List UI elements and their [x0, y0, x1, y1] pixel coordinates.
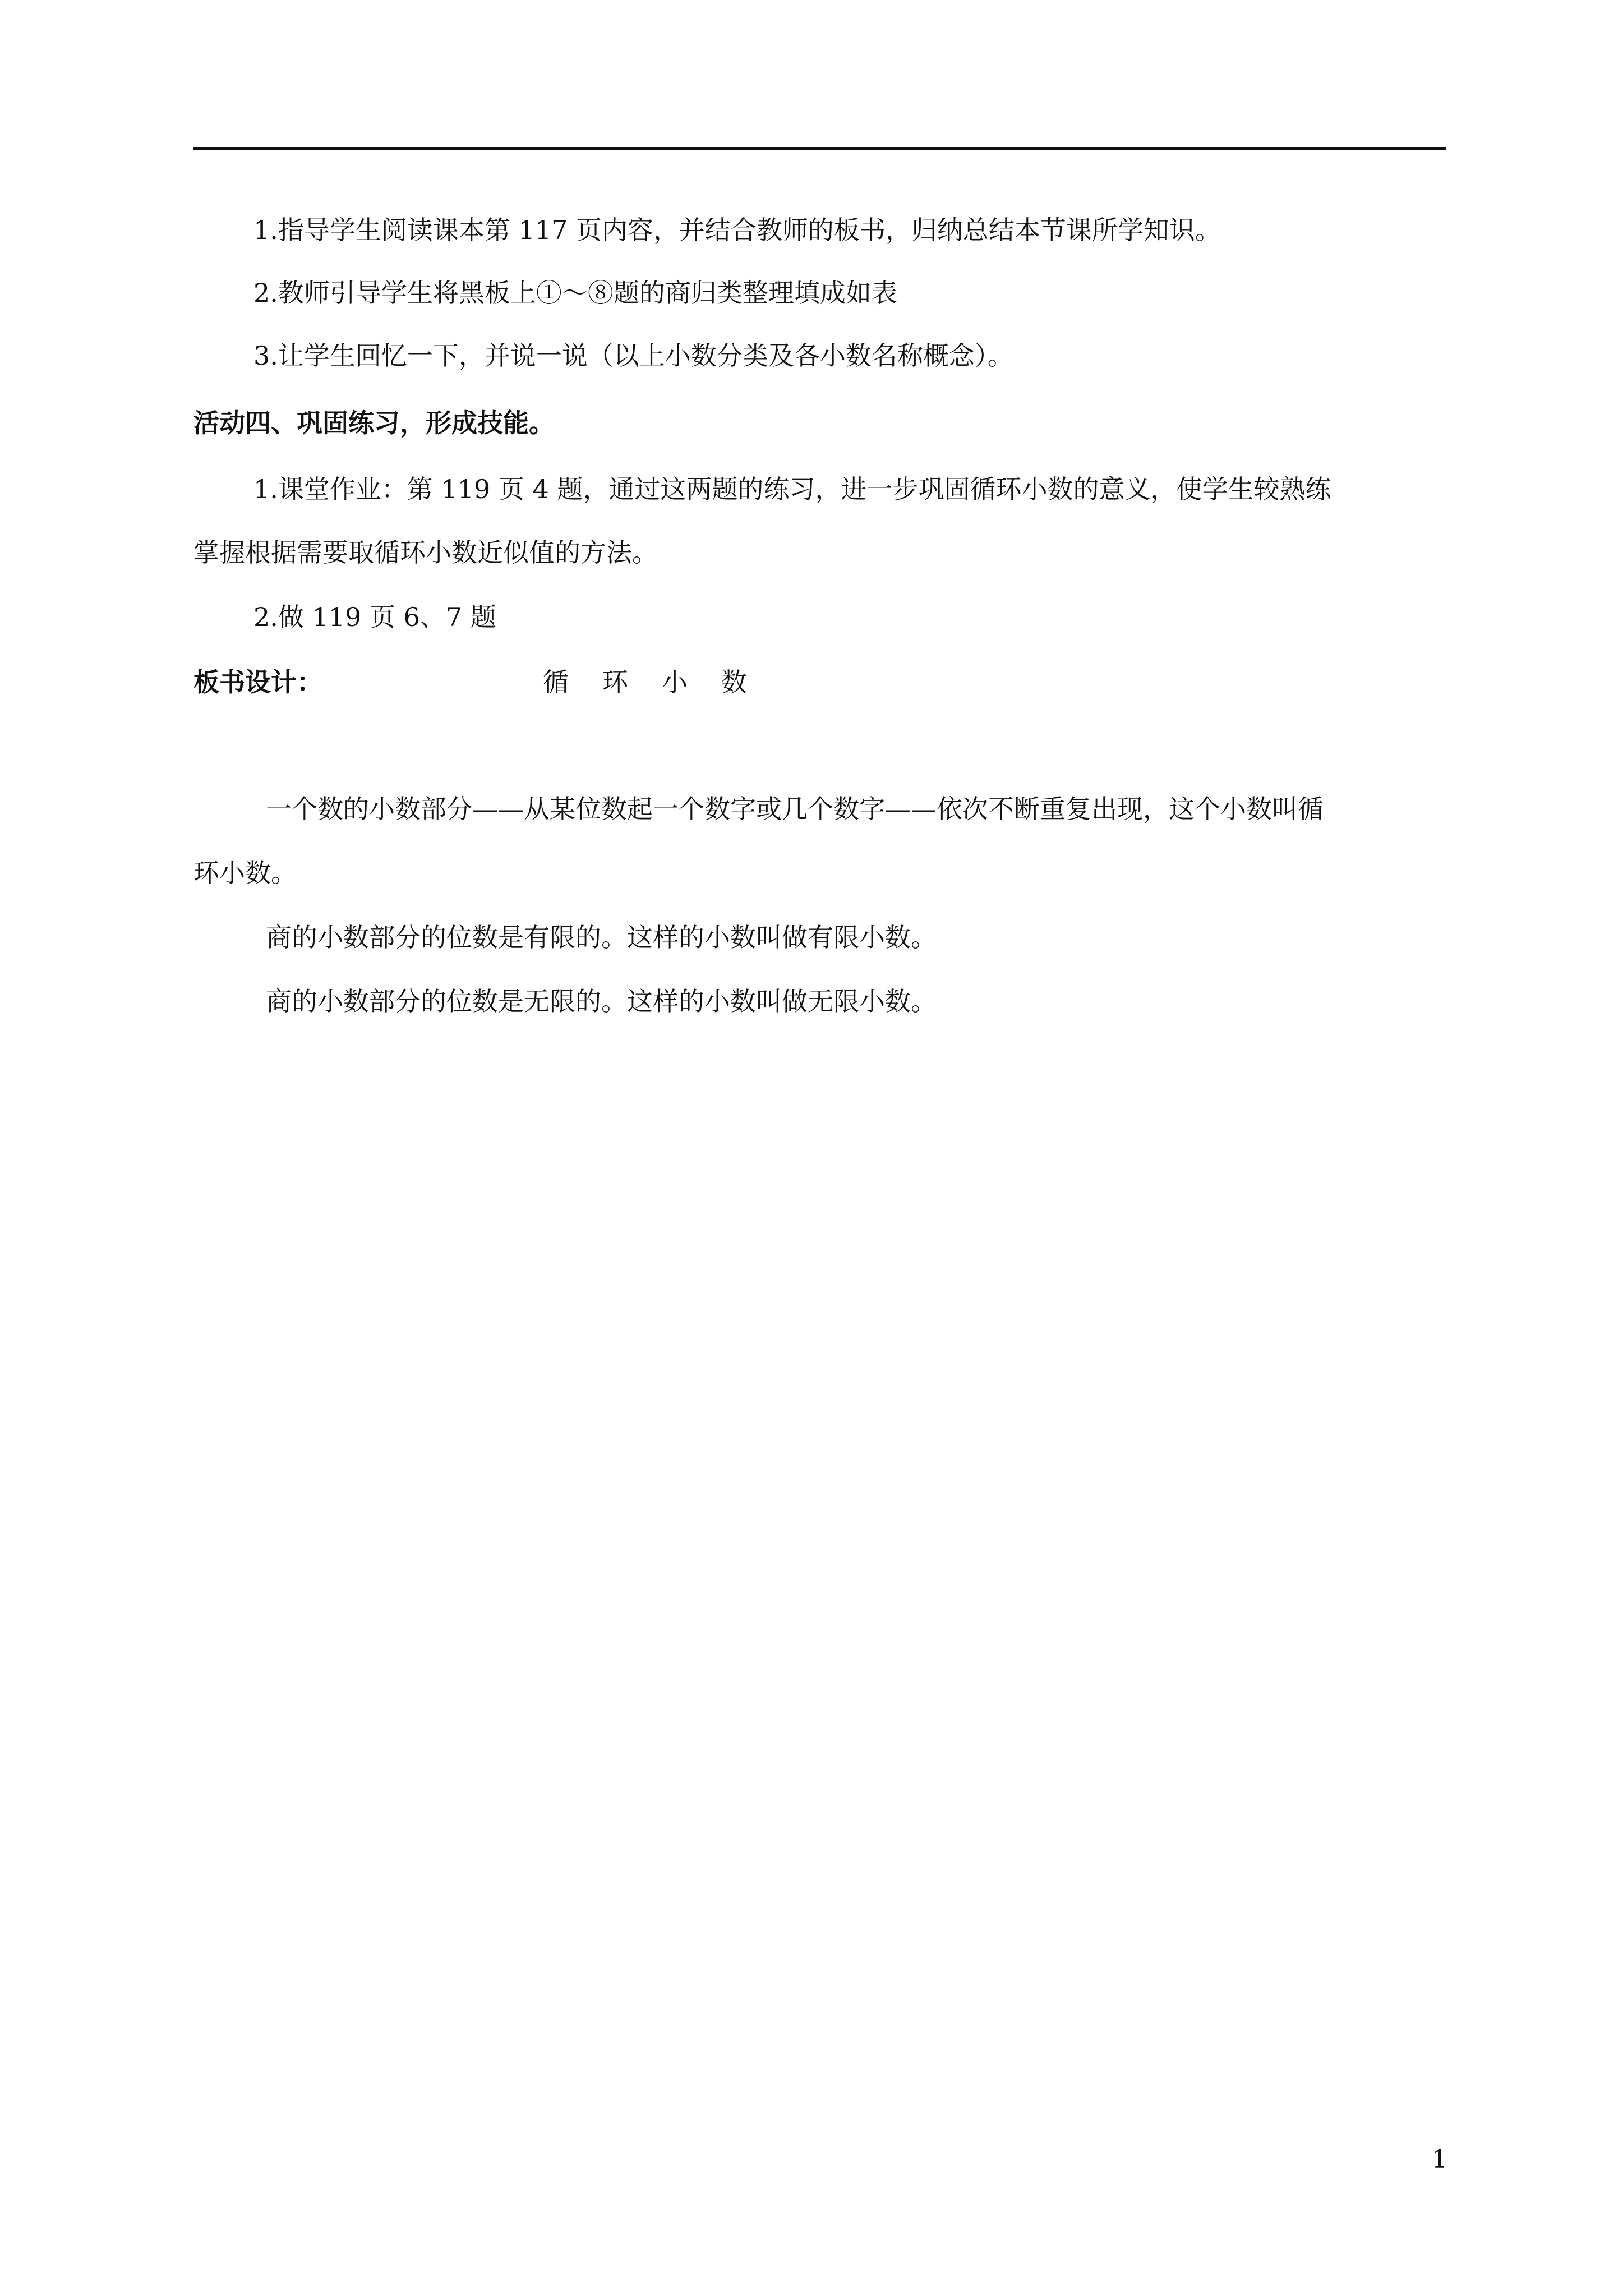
board-design-label: 板书设计： — [193, 667, 322, 697]
definition-finite-decimal: 商的小数部分的位数是有限的。这样的小数叫做有限小数。 — [266, 922, 937, 953]
summary-item-3: 3.让学生回忆一下，并说一说（以上小数分类及各小数名称概念）。 — [253, 341, 1013, 371]
header-rule — [193, 147, 1446, 150]
activity-4-item-1-line-2: 掌握根据需要取循环小数近似值的方法。 — [193, 537, 658, 568]
definition-recurring-decimal-line-1: 一个数的小数部分——从某位数起一个数字或几个数字——依次不断重复出现，这个小数叫循 — [266, 794, 1324, 824]
definition-infinite-decimal: 商的小数部分的位数是无限的。这样的小数叫做无限小数。 — [266, 986, 937, 1016]
activity-4-heading: 活动四、巩固练习，形成技能。 — [193, 408, 555, 438]
summary-item-1: 1.指导学生阅读课本第 117 页内容，并结合教师的板书，归纳总结本节课所学知识。 — [253, 215, 1221, 245]
definition-recurring-decimal-line-2: 环小数。 — [193, 858, 297, 888]
activity-4-item-2: 2.做 119 页 6、7 题 — [253, 602, 496, 632]
summary-item-2: 2.教师引导学生将黑板上①～⑧题的商归类整理填成如表 — [253, 278, 897, 308]
board-design-title: 循环小数 — [543, 667, 781, 697]
activity-4-item-1-line-1: 1.课堂作业：第 119 页 4 题，通过这两题的练习，进一步巩固循环小数的意义，使学生较熟练 — [253, 474, 1331, 504]
page-number: 1 — [1432, 2145, 1447, 2174]
